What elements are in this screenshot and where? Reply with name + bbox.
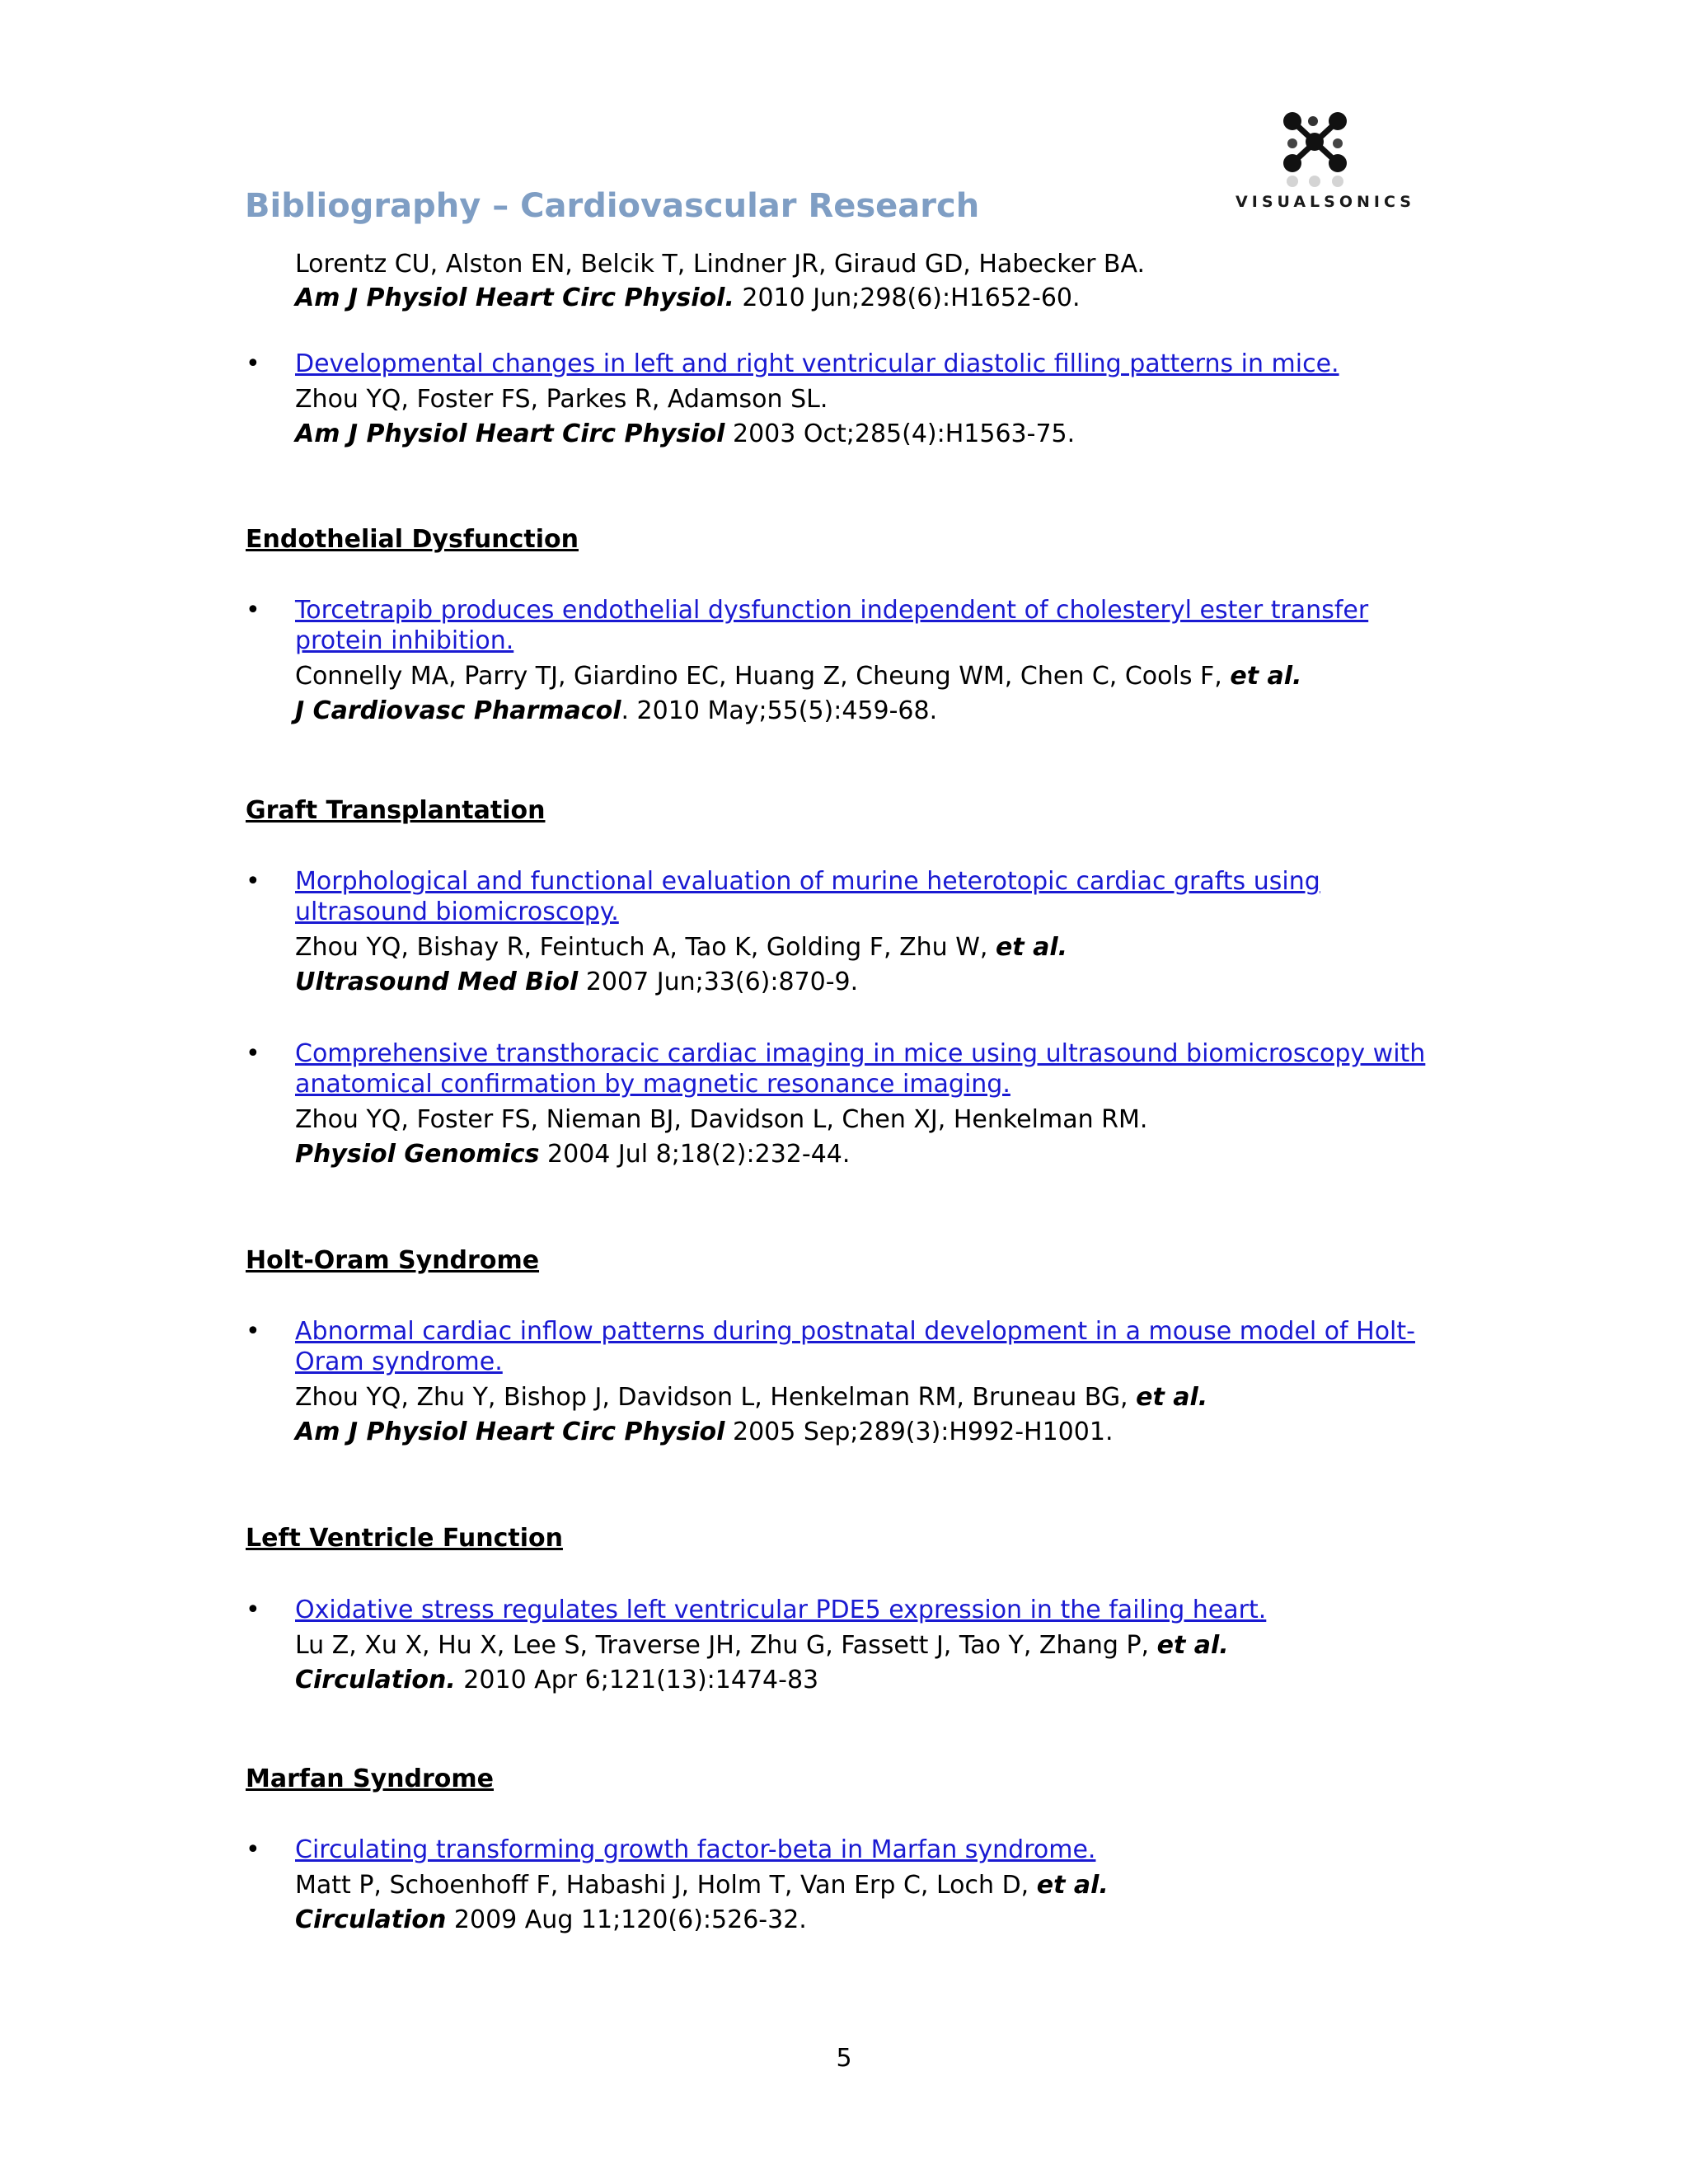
article-link[interactable]: Comprehensive transthoracic cardiac imaging in mice using ultrasound biomicroscopy with anatomical confirmation by magnetic resonance imaging.: [295, 1039, 1426, 1099]
entry-journal: Am J Physiol Heart Circ Physiol: [295, 1418, 725, 1446]
article-link[interactable]: Oxidative stress regulates left ventricular PDE5 expression in the failing heart.: [295, 1596, 1267, 1624]
article-link[interactable]: Morphological and functional evaluation of murine heterotopic cardiac grafts using ultrasound biomicroscopy.: [295, 867, 1320, 926]
author-list: Connelly MA, Parry TJ, Giardino EC, Huang Z, Cheung WM, Chen C, Cools F,: [295, 662, 1231, 691]
entry-journal: J Cardiovasc Pharmacol: [295, 696, 621, 725]
section-heading-marfan: Marfan Syndrome: [246, 1765, 494, 1793]
entry-volume: . 2010 May;55(5):459-68.: [621, 696, 938, 725]
et-al: et al.: [1156, 1631, 1229, 1660]
entry-volume: 2010 Jun;298(6):H1652-60.: [734, 284, 1081, 312]
entry-authors: Zhou YQ, Foster FS, Parkes R, Adamson SL.: [295, 385, 828, 414]
entry-authors: Lorentz CU, Alston EN, Belcik T, Lindner JR, Giraud GD, Habecker BA.: [295, 250, 1146, 279]
bullet-icon: •: [246, 1317, 260, 1346]
bullet-icon: •: [246, 1835, 260, 1864]
entry-citation: [295, 281, 1145, 315]
author-list: Zhou YQ, Zhu Y, Bishop J, Davidson L, Henkelman RM, Bruneau BG,: [295, 1383, 1137, 1412]
entry-authors: [295, 930, 1449, 965]
bullet-icon: •: [246, 1596, 260, 1624]
article-link[interactable]: Circulating transforming growth factor-beta in Marfan syndrome.: [295, 1835, 1096, 1864]
entry-citation: [295, 965, 1449, 1000]
entry-citation: [295, 694, 1449, 729]
entry-volume: 2003 Oct;285(4):H1563-75.: [724, 419, 1076, 448]
bullet-icon: •: [246, 349, 260, 378]
author-list: Matt P, Schoenhoff F, Habashi J, Holm T, Van Erp C, Loch D,: [295, 1871, 1037, 1900]
section-heading-holt-oram: Holt-Oram Syndrome: [246, 1246, 540, 1275]
bullet-icon: •: [246, 867, 260, 896]
entry-volume: 2004 Jul 8;18(2):232-44.: [539, 1140, 851, 1169]
et-al: et al.: [1036, 1871, 1109, 1900]
article-link[interactable]: Torcetrapib produces endothelial dysfunction independent of cholesteryl ester transfer protein inhibition.: [295, 596, 1369, 655]
entry-authors: [295, 1868, 1449, 1903]
section-heading-graft: Graft Transplantation: [246, 796, 546, 825]
bullet-icon: •: [246, 1039, 260, 1068]
bullet-icon: •: [246, 596, 260, 625]
entry-authors: Zhou YQ, Foster FS, Nieman BJ, Davidson L, Chen XJ, Henkelman RM.: [295, 1105, 1148, 1134]
entry-authors: [295, 1629, 1449, 1663]
visualsonics-logo: [1231, 101, 1420, 216]
entry-authors: [295, 1380, 1449, 1415]
author-list: Zhou YQ, Bishay R, Feintuch A, Tao K, Golding F, Zhu W,: [295, 933, 996, 962]
entry-journal: Circulation.: [295, 1666, 456, 1694]
entry-authors: [295, 659, 1449, 694]
entry-journal: Am J Physiol Heart Circ Physiol: [295, 419, 725, 448]
et-al: et al.: [1136, 1383, 1208, 1412]
page-number: 5: [836, 2044, 852, 2073]
page-title: Bibliography – Cardiovascular Research: [245, 187, 980, 225]
entry-citation: [295, 1663, 1449, 1698]
entry-volume: 2007 Jun;33(6):870-9.: [578, 968, 859, 996]
entry-citation: [295, 1415, 1449, 1450]
logo-wordmark: VISUALSONICS: [1236, 193, 1415, 211]
entry-journal: Ultrasound Med Biol: [295, 968, 579, 996]
article-link[interactable]: Abnormal cardiac inflow patterns during postnatal development in a mouse model of Holt-Oram syndrome.: [295, 1317, 1415, 1376]
entry-volume: 2010 Apr 6;121(13):1474-83: [455, 1666, 819, 1694]
entry-journal: Circulation: [295, 1905, 447, 1934]
entry-citation: [295, 1903, 1449, 1938]
entry-citation: [295, 417, 1449, 452]
continued-entry: [295, 247, 1145, 315]
entry-volume: 2009 Aug 11;120(6):526-32.: [446, 1905, 807, 1934]
article-link[interactable]: Developmental changes in left and right ventricular diastolic filling patterns in mice.: [295, 349, 1339, 378]
logo-mark-icon: [1272, 101, 1379, 187]
author-list: Lu Z, Xu X, Hu X, Lee S, Traverse JH, Zhu G, Fassett J, Tao Y, Zhang P,: [295, 1631, 1157, 1660]
entry-journal: Am J Physiol Heart Circ Physiol.: [295, 284, 734, 312]
et-al: et al.: [1230, 662, 1302, 691]
section-heading-endothelial: Endothelial Dysfunction: [246, 525, 579, 554]
entry-journal: Physiol Genomics: [295, 1140, 540, 1169]
entry-volume: 2005 Sep;289(3):H992-H1001.: [724, 1418, 1114, 1446]
et-al: et al.: [995, 933, 1067, 962]
entry-citation: [295, 1137, 1449, 1172]
section-heading-left-ventricle: Left Ventricle Function: [246, 1524, 563, 1553]
